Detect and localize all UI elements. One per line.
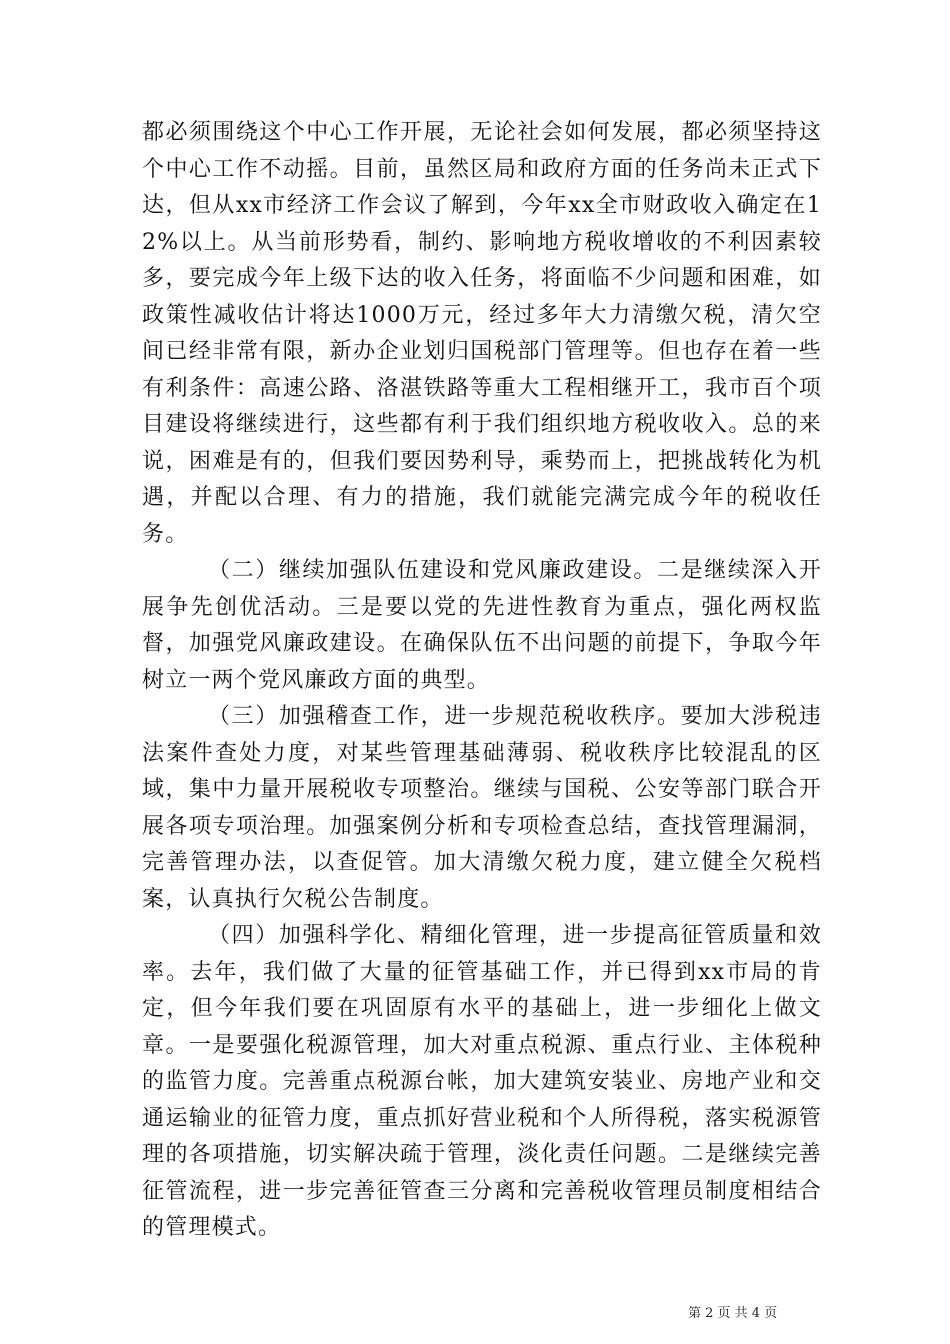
paragraph-inspection: （三）加强稽查工作，进一步规范税收秩序。要加大涉税违法案件查处力度，对某些管理基础薄弱、税收秩序比较混乱的区域，集中力量开展税收专项整治。继续与国税、公安等部门联合开展各项专项治理。加强案例分析和专项检查总结，查找管理漏洞，完善管理办法，以查促管。加大清缴欠税力度，建立健全欠税档案，认真执行欠税公告制度。: [142, 704, 822, 912]
document-body: [142, 115, 822, 1247]
paragraph-team-building: （二）继续加强队伍建设和党风廉政建设。二是继续深入开展争先创优活动。三是要以党的先进性教育为重点，强化两权监督，加强党风廉政建设。在确保队伍不出问题的前提下，争取今年树立一两个党风廉政方面的典型。: [142, 558, 822, 693]
page-number: 第 2 页 共 4 页: [688, 1306, 778, 1321]
paragraph-continuation: 都必须围绕这个中心工作开展，无论社会如何发展，都必须坚持这个中心工作不动摇。目前，虽然区局和政府方面的任务尚未正式下达，但从xx市经济工作会议了解到，今年xx全市财政收入确定在12%以上。从当前形势看，制约、影响地方税收增收的不利因素较多，要完成今年上级下达的收入任务，将面临不少问题和困难，如政策性减收估计将达1000万元，经过多年大力清缴欠税，清欠空间已经非常有限，新办企业划归国税部门管理等。但也存在着一些有利条件：高速公路、洛湛铁路等重大工程相继开工，我市百个项目建设将继续进行，这些都有利于我们组织地方税收收入。总的来说，困难是有的，但我们要因势利导，乘势而上，把挑战转化为机遇，并配以合理、有力的措施，我们就能完满完成今年的税收任务。: [142, 120, 822, 547]
paragraph-management: （四）加强科学化、精细化管理，进一步提高征管质量和效率。去年，我们做了大量的征管基础工作，并已得到xx市局的肯定，但今年我们要在巩固原有水平的基础上，进一步细化上做文章。一是要强化税源管理，加大对重点税源、重点行业、主体税种的监管力度。完善重点税源台帐，加大建筑安装业、房地产业和交通运输业的征管力度，重点抓好营业税和个人所得税，落实税源管理的各项措施，切实解决疏于管理，淡化责任问题。二是继续完善征管流程，进一步完善征管查三分离和完善税收管理员制度相结合的管理模式。: [142, 923, 822, 1240]
